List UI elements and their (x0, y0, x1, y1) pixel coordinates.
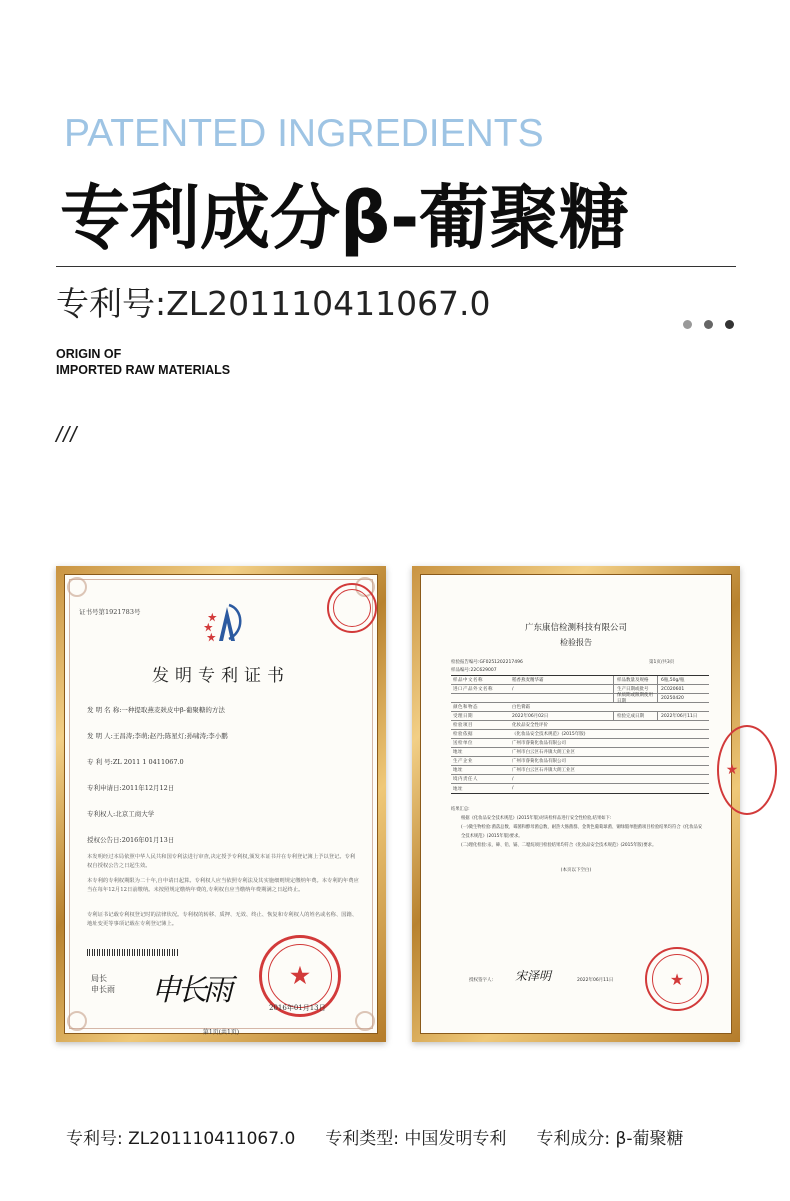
row-value: 2022年06月02日 (512, 714, 549, 719)
sample-number: 样品编号:22C629007 (451, 668, 497, 673)
invention-name: 发 明 名 称:一种提取燕麦麸皮中β-葡聚糖的方法 (87, 706, 225, 714)
row-key-2: 样品数量及规格 (613, 676, 657, 684)
certificate-patent-number: 专 利 号:ZL 2011 1 0411067.0 (87, 758, 184, 766)
table-row (451, 730, 709, 739)
report-title: 检验报告 (560, 638, 592, 647)
corner-ornament-icon (67, 577, 87, 597)
director-signature: 申长雨 (151, 973, 229, 1008)
origin-line-2: IMPORTED RAW MATERIALS (56, 363, 231, 377)
certificate-paragraph-2: 本专利的专利权期限为二十年,自申请日起算。专利权人应当依照专利法及其实施细则规定缴纳年费。本专利的年费应当在每年12月12日前缴纳。未按照规定缴纳年费的,专利权自应当缴纳年费期满之日起终止。 (87, 878, 359, 893)
bottom-patent-type: 专利类型: 中国发明专利 (325, 1129, 507, 1149)
origin-line-1: ORIGIN OF (56, 347, 122, 361)
table-row (451, 748, 709, 757)
slash-decoration: /// (56, 422, 78, 447)
chinese-title: 专利成分β-葡聚糖 (60, 177, 630, 259)
table-row (451, 685, 709, 694)
row-key-2: 检验完成日期 (613, 712, 657, 720)
row-value: 化妆品安全性评价 (512, 723, 548, 728)
table-row (451, 766, 709, 775)
certificate-date: 2016年01月13日 (269, 1004, 326, 1012)
row-key: 送检单位 (453, 741, 473, 746)
row-key: 受理日期 (453, 714, 473, 719)
row-value-2: 2022年06月11日 (657, 712, 709, 720)
patent-certificate-frame (56, 566, 386, 1042)
row-value-2: 20250420 (657, 694, 709, 702)
note-3: (二)理化检验:汞、砷、铅、镉、二噁烷项目检验结果均符合《化妆品安全技术规范》(2015年版)要求。 (461, 843, 657, 848)
patent-office-logo-icon (205, 601, 249, 647)
row-value: 稻香燕麦精华霜 (512, 678, 544, 683)
certificate-heading: 发明专利证书 (152, 666, 290, 686)
indicator-dot (725, 320, 734, 329)
row-value: 《化妆品安全技术规范》(2015年版) (512, 732, 586, 737)
report-company: 广东康信检测科技有限公司 (524, 623, 627, 633)
table-row (451, 775, 709, 784)
table-row (451, 757, 709, 766)
indicator-dot (704, 320, 713, 329)
report-page-info: 第1页/共3页 (649, 660, 675, 665)
certificate-page-number: 第1页(共1页) (202, 1029, 240, 1036)
filing-date: 专利申请日:2011年12月12日 (87, 784, 175, 792)
row-value: / (512, 786, 514, 791)
table-row (451, 676, 709, 685)
barcode (87, 949, 179, 956)
row-key: 生产企业 (453, 759, 473, 764)
patent-number: 专利号:ZL201110411067.0 (56, 284, 491, 323)
row-value: 广州市白云区石井镇大朗工业区 (512, 750, 575, 755)
report-number: 检验报告编号:GF0251202217496 (451, 660, 523, 665)
row-key-2: 保质期或限期使用日期 (613, 694, 657, 702)
certificate-paragraph-3: 专利证书记载专利权登记时的法律状况。专利权的转移、质押、无效、终止、恢复和专利权人的姓名或名称、国籍、地址变更等事项记载在专利登记簿上。 (87, 912, 358, 927)
certificate-paragraph-1: 本发明经过本局依照中华人民共和国专利法进行审查,决定授予专利权,颁发本证书并在专利登记簿上予以登记。专利权自授权公告之日起生效。 (87, 854, 356, 869)
patent-certificate (64, 574, 378, 1034)
table-row (451, 694, 709, 703)
row-key: 检验依据 (453, 732, 473, 737)
report-table (451, 675, 709, 794)
row-value: 白色膏霜 (512, 705, 530, 710)
indicator-dot (683, 320, 692, 329)
table-row (451, 712, 709, 721)
english-title: PATENTED INGREDIENTS (64, 112, 544, 155)
row-value-2: 6瓶,50g/瓶 (657, 676, 709, 684)
table-row (451, 721, 709, 730)
national-ipa-seal-icon: ★ (259, 935, 341, 1017)
inspection-report-frame (412, 566, 740, 1042)
page-indicator-dots (683, 320, 734, 329)
table-row (451, 739, 709, 748)
director-title: 局长 (91, 974, 107, 983)
notes-title: 结果汇总: (451, 807, 470, 812)
patentee: 专利权人:北京工商大学 (87, 810, 155, 818)
row-value: 广州市睿菊化妆品有限公司 (512, 759, 566, 764)
inventors: 发 明 人:王昌涛;李萌;赵丹;陈星灯;孙啸涛;李小鹏 (87, 732, 228, 740)
inspection-seal-icon: ★ (645, 947, 709, 1011)
row-key: 境内责任人 (453, 777, 478, 782)
row-value-2: 2C020601 (657, 685, 709, 693)
bottom-ingredient: 专利成分: β-葡聚糖 (536, 1129, 684, 1149)
table-row (451, 784, 709, 793)
edge-seal-icon: ★ (717, 725, 777, 815)
row-value: / (512, 776, 514, 782)
report-notes (451, 805, 705, 850)
grant-date: 授权公告日:2016年01月13日 (87, 836, 175, 844)
row-key: 地址 (453, 750, 463, 755)
signer-label: 授权签字人: (469, 978, 494, 983)
divider (56, 266, 736, 267)
row-key: 样品中文名称 (453, 678, 483, 683)
row-value: 广州市白云区石井镇大朗工业区 (512, 768, 575, 773)
origin-caption (56, 346, 230, 378)
row-value: 广州市睿菊化妆品有限公司 (512, 741, 566, 746)
row-key: 地址 (453, 768, 463, 773)
sign-date: 2022年06月11日 (577, 978, 614, 983)
row-key-2: 生产日期或批号 (613, 685, 657, 693)
director-name: 申长雨 (91, 985, 115, 994)
bottom-info-bar (66, 1124, 684, 1149)
certificate-number: 证书号第1921783号 (79, 608, 141, 616)
row-value: / (512, 686, 514, 692)
signer-signature: 宋泽明 (515, 969, 552, 983)
row-key: 地址 (453, 786, 463, 792)
row-key: 进口产品外文名称 (453, 687, 493, 692)
director-block (91, 973, 115, 995)
table-row (451, 703, 709, 712)
row-key: 颜色和物态 (453, 705, 478, 710)
bottom-patent-number: 专利号: ZL201110411067.0 (66, 1129, 296, 1149)
red-stamp-icon (327, 583, 377, 633)
inspection-report (420, 574, 739, 1034)
note-2: (一)微生物检验:菌落总数、霉菌和酵母菌总数、耐热大肠菌群、金黄色葡萄球菌、铜绿假单胞菌项目检验结果均符合《化妆品安全技术规范》(2015年版)要求。 (461, 825, 703, 839)
blank-below-notice: (本页以下空白) (560, 868, 592, 873)
row-key: 检验项目 (453, 723, 473, 728)
note-1: 根据《化妆品安全技术规范》(2015年版)对该检样品进行安全性检验,结果如下: (461, 816, 612, 821)
